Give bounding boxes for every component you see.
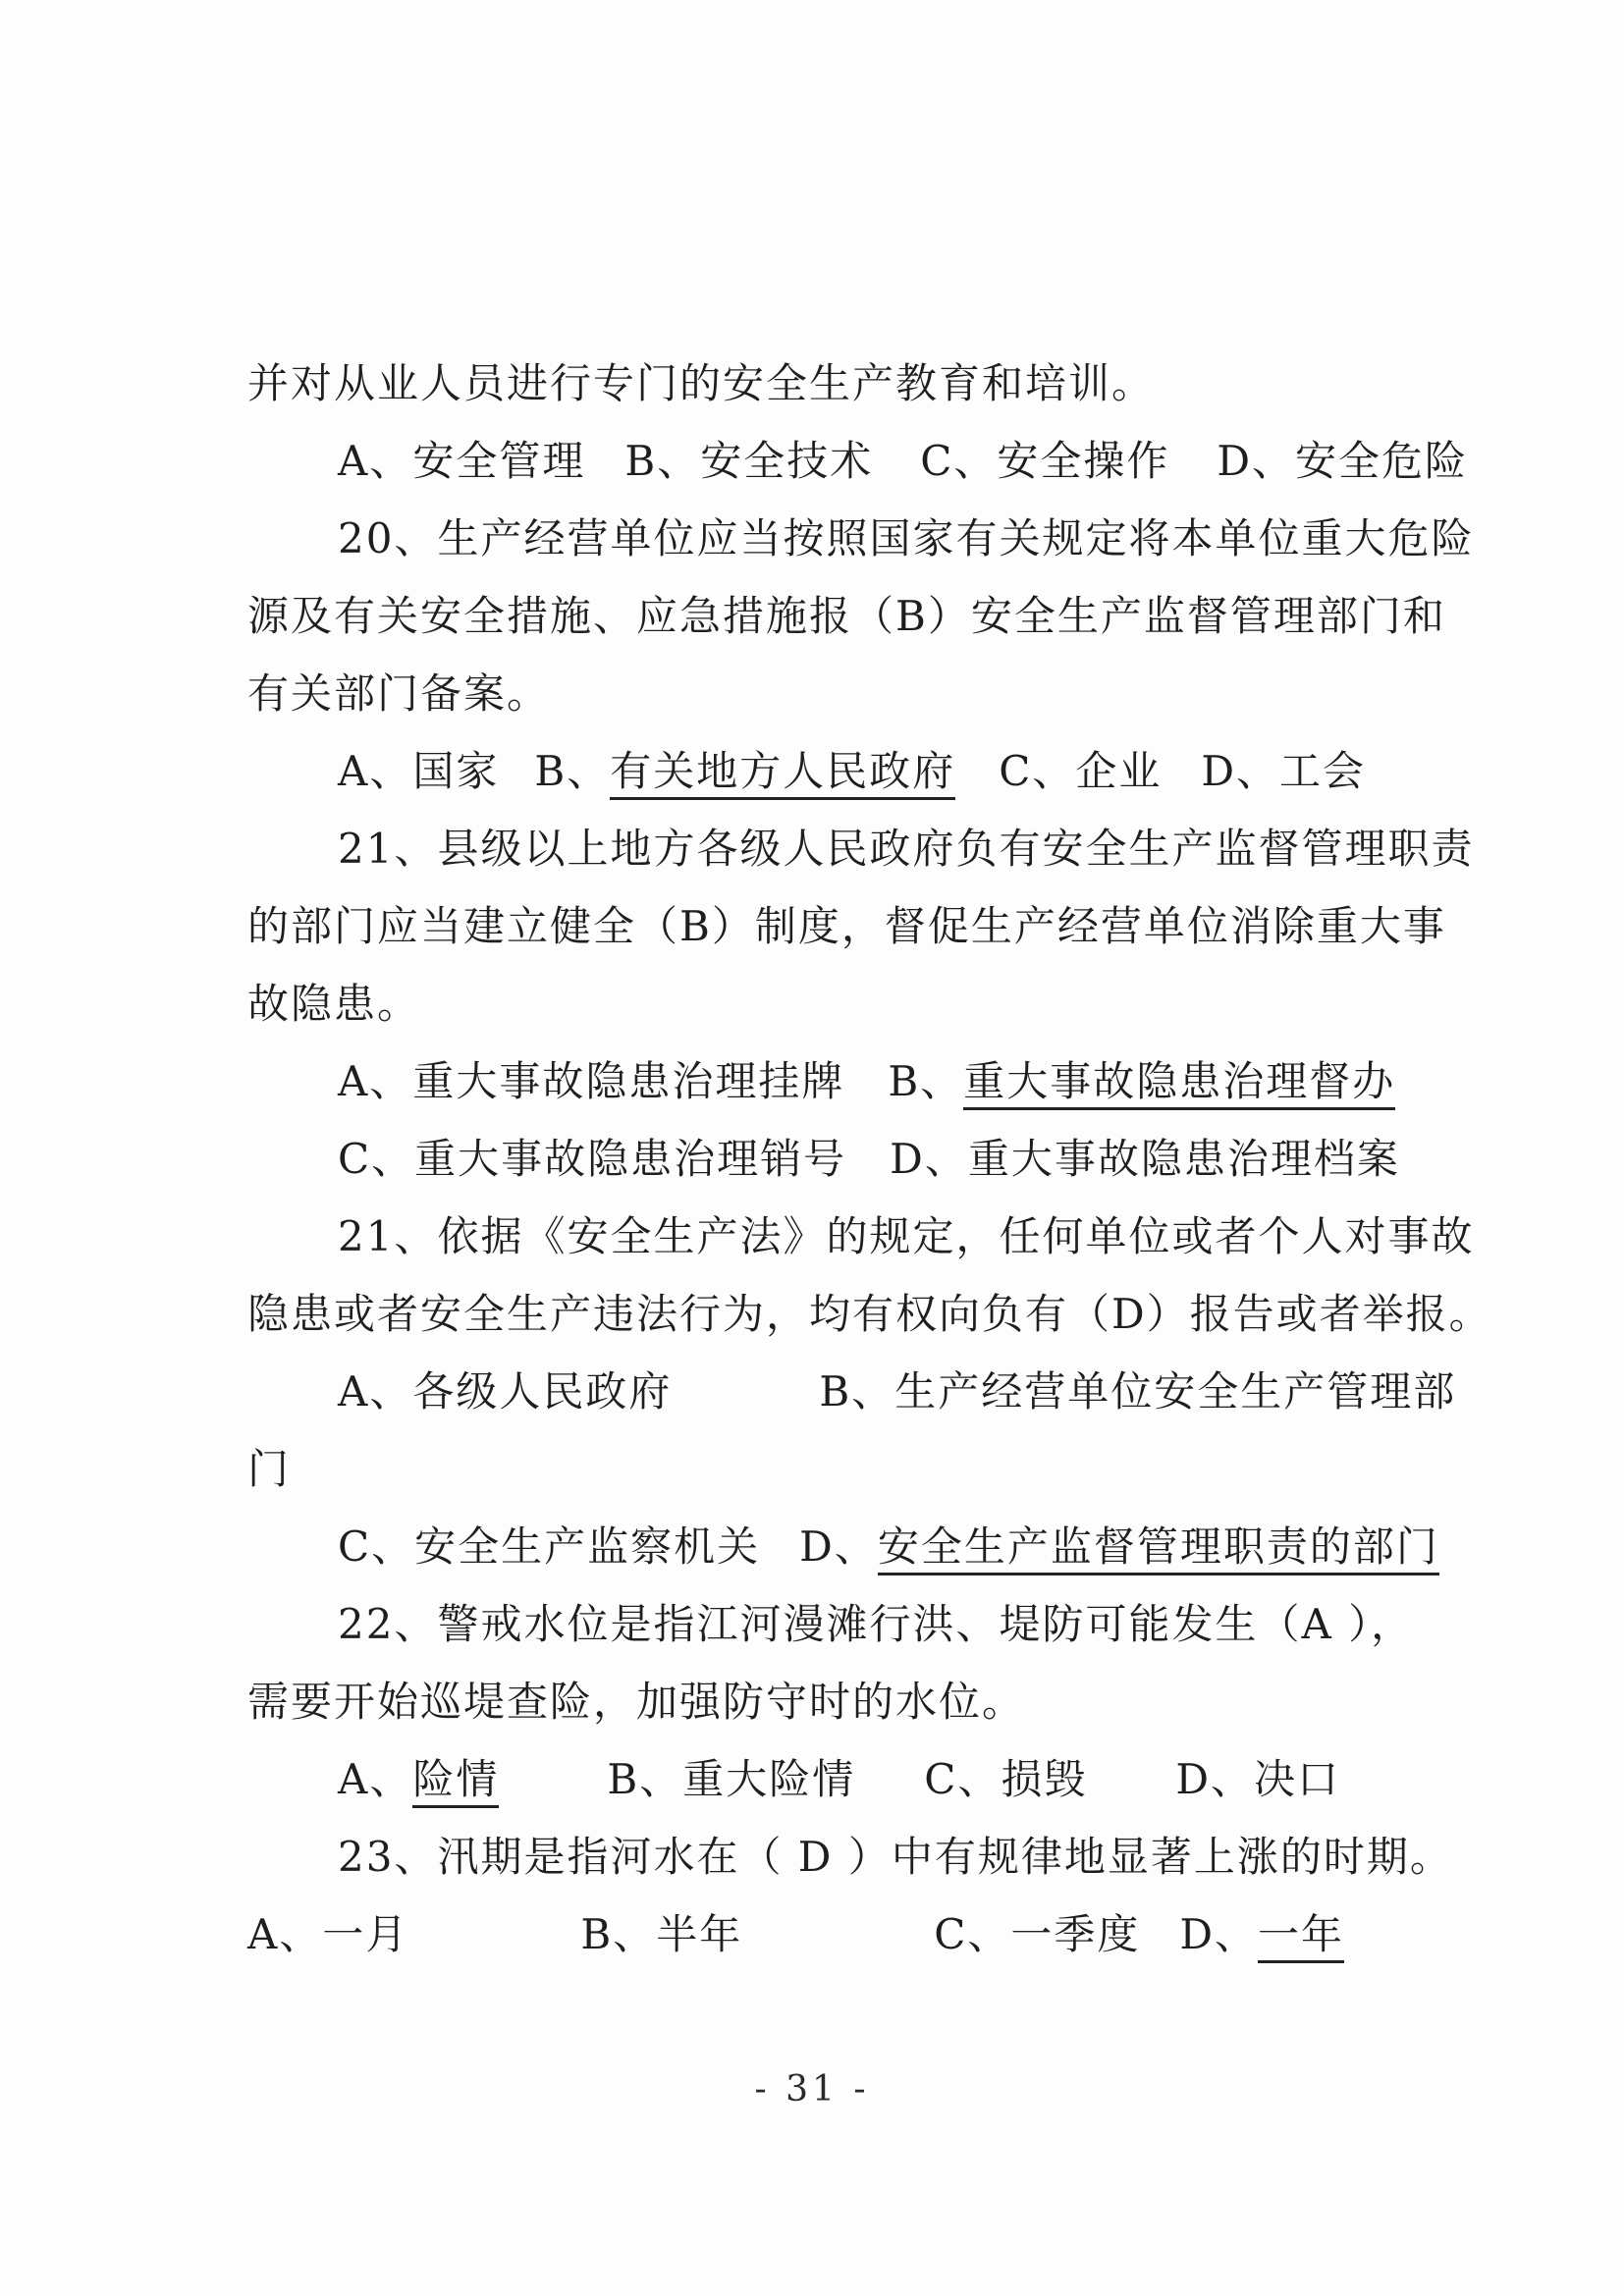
spacing-gap [1087,1792,1175,1793]
text-segment: D、 [799,1522,878,1571]
text-segment: 21、依据《安全生产法》的规定，任何单位或者个人对事故 [338,1212,1475,1260]
text-segment: A、各级人民政府 [338,1367,673,1415]
spacing-gap [672,1405,819,1406]
underlined-answer-text: 险情 [412,1755,499,1808]
text-line [247,1818,1453,1896]
text-line [247,1042,1396,1120]
text-segment: D、工会 [1201,747,1367,795]
text-segment: B、重大险情 [607,1755,856,1803]
page-number: - 31 - [754,2069,870,2109]
text-segment: B、安全技术 [624,437,874,485]
spacing-gap [855,1792,924,1793]
text-segment: 20、生产经营单位应当按照国家有关规定将本单位重大危险 [338,514,1475,562]
text-segment: A、国家 [338,747,500,795]
text-line [247,1740,1396,1818]
text-segment: B、 [534,747,611,795]
text-segment: D、重大事故隐患治理档案 [890,1135,1400,1183]
text-segment: 23、汛期是指河水在（ D ）中有规律地显著上涨的时期。 [338,1833,1453,1881]
underlined-answer-text: 一年 [1258,1910,1344,1963]
spacing-gap [1169,474,1217,475]
document-body [247,345,1492,1973]
text-segment: D、 [1179,1910,1259,1958]
text-segment: 故隐患。 [247,980,421,1028]
spacing-gap [873,474,920,475]
text-segment: B、 [888,1057,964,1105]
spacing-gap [846,1172,890,1173]
text-segment: C、重大事故隐患治理销号 [338,1135,847,1183]
spacing-gap [955,784,999,785]
text-segment: C、安全生产监察机关 [338,1522,761,1571]
text-segment: B、半年 [580,1910,743,1958]
text-segment: C、损毁 [924,1755,1088,1803]
spacing-gap [1140,1948,1179,1949]
underlined-answer-text: 安全生产监督管理职责的部门 [878,1522,1439,1575]
text-line [247,732,1396,810]
text-segment: 隐患或者安全生产违法行为，均有权向负有（D）报告或者举报。 [247,1290,1492,1338]
text-line [247,1198,1475,1275]
spacing-gap [1162,784,1201,785]
text-segment: 并对从业人员进行专门的安全生产教育和培训。 [247,359,1156,407]
text-segment: A、 [338,1755,413,1803]
text-line [247,1120,1400,1198]
text-segment: 需要开始巡堤查险，加强防守时的水位。 [247,1678,1026,1726]
text-segment: C、企业 [999,747,1163,795]
underlined-answer-text: 重大事故隐患治理督办 [963,1057,1395,1110]
text-line [247,345,1396,422]
text-segment: 22、警戒水位是指江河漫滩行洪、堤防可能发生（A ）， [338,1600,1415,1648]
text-segment: 源及有关安全措施、应急措施报（B）安全生产监督管理部门和 [247,592,1446,640]
text-segment: A、一月 [247,1910,409,1958]
spacing-gap [760,1560,799,1561]
text-line [247,1585,1415,1663]
text-line [247,1896,1396,1973]
spacing-gap [408,1948,580,1949]
text-segment: D、安全危险 [1217,437,1469,485]
text-segment: 有关部门备案。 [247,669,551,718]
text-segment: 门 [247,1445,292,1493]
text-segment: B、生产经营单位安全生产管理部 [819,1367,1457,1415]
text-line [247,1353,1457,1430]
spacing-gap [499,784,534,785]
spacing-gap [499,1792,607,1793]
text-line [247,655,1396,732]
text-line [247,1275,1492,1353]
text-segment: C、一季度 [934,1910,1141,1958]
text-segment: D、决口 [1175,1755,1341,1803]
text-line [247,810,1475,887]
spacing-gap [742,1948,934,1949]
text-line [247,422,1469,500]
spacing-gap [585,474,624,475]
text-line [247,577,1446,655]
text-line [247,887,1446,965]
text-line [247,500,1475,577]
text-line [247,1508,1439,1585]
text-segment: 的部门应当建立健全（B）制度，督促生产经营单位消除重大事 [247,902,1446,950]
text-line [247,1663,1396,1740]
underlined-answer-text: 有关地方人民政府 [610,747,955,800]
text-segment: A、重大事故隐患治理挂牌 [338,1057,845,1105]
text-segment: 21、县级以上地方各级人民政府负有安全生产监督管理职责 [338,825,1475,873]
text-segment: A、安全管理 [338,437,586,485]
text-line [247,965,1396,1042]
text-segment: C、安全操作 [920,437,1170,485]
text-line [247,1430,1396,1508]
